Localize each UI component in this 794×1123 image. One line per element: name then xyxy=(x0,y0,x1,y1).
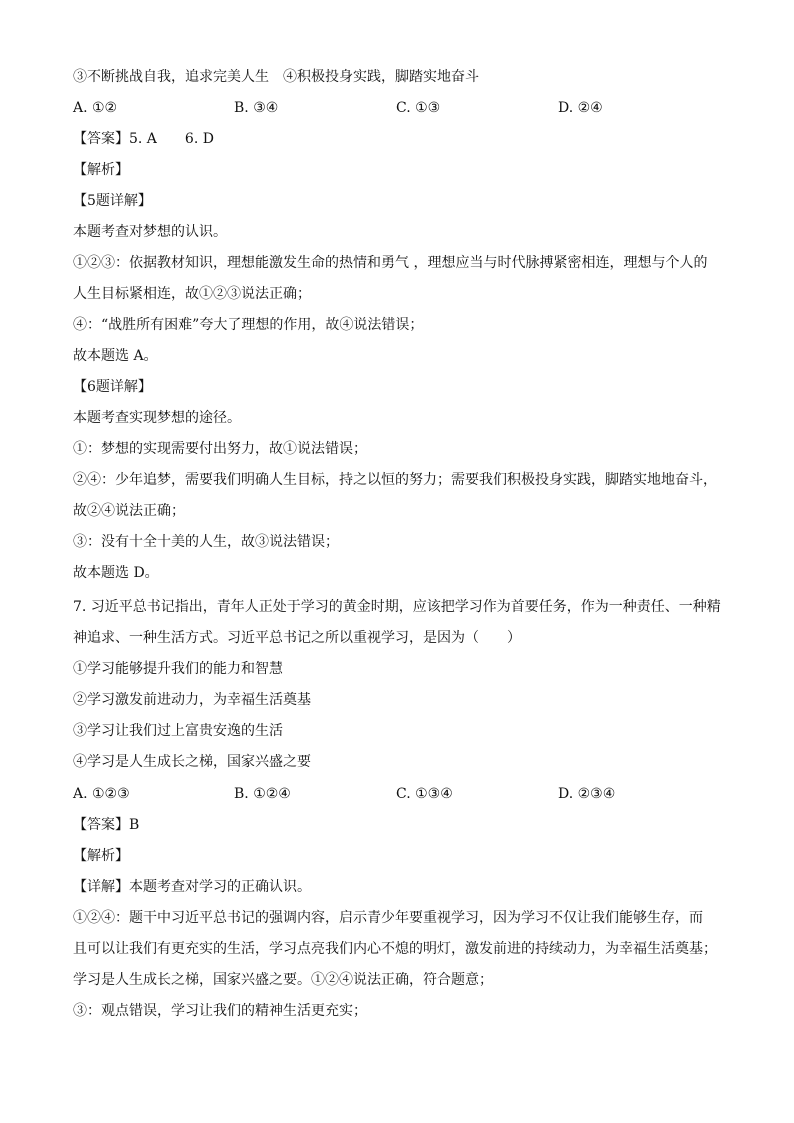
q7-option-a: A. ①②③ xyxy=(73,786,130,802)
q7-explain-1: ①②④：题干中习近平总书记的强调内容，启示青少年要重视学习，因为学习不仅让我们能够生存，而 xyxy=(73,910,703,926)
q6-option-d: D. ②④ xyxy=(558,100,603,116)
q6-option-a: A. ①② xyxy=(73,100,118,116)
q7-option-d: D. ②③④ xyxy=(558,786,616,802)
q6-explain-4: ③：没有十全十美的人生，故③说法错误； xyxy=(73,534,339,550)
q7-statement-4: ④学习是人生成长之梯，国家兴盛之要 xyxy=(73,754,311,770)
q6-detail-heading: 【6题详解】 xyxy=(73,379,152,395)
analysis-heading: 【解析】 xyxy=(73,162,129,178)
q7-analysis-heading: 【解析】 xyxy=(73,848,129,864)
q7-explain-2: 且可以让我们有更充实的生活，学习点亮我们内心不熄的明灯，激发前进的持续动力，为幸福生活奠基； xyxy=(73,941,717,957)
q7-option-b: B. ①②④ xyxy=(234,786,291,802)
q5-topic: 本题考查对梦想的认识。 xyxy=(73,224,227,240)
q7-explain-4: ③：观点错误，学习让我们的精神生活更充实； xyxy=(73,1003,367,1019)
q7-detail-topic: 【详解】本题考查对学习的正确认识。 xyxy=(73,879,311,895)
q7-stem-2: 神追求、一种生活方式。习近平总书记之所以重视学习，是因为（ ） xyxy=(73,630,521,646)
q6-topic: 本题考查实现梦想的途径。 xyxy=(73,410,241,426)
q6-explain-3: 故②④说法正确； xyxy=(73,503,185,519)
q7-statement-1: ①学习能够提升我们的能力和智慧 xyxy=(73,661,283,677)
q7-explain-3: 学习是人生成长之梯，国家兴盛之要。①②④说法正确，符合题意； xyxy=(73,972,493,988)
q6-option-c: C. ①③ xyxy=(396,100,441,116)
q7-statement-2: ②学习激发前进动力，为幸福生活奠基 xyxy=(73,692,311,708)
q7-option-c: C. ①③④ xyxy=(396,786,453,802)
q7-answer: 【答案】B xyxy=(73,817,140,833)
q6-option-b: B. ③④ xyxy=(234,100,279,116)
answer-5-6: 【答案】5. A 6. D xyxy=(73,131,214,147)
q6-choices-line-2: ③不断挑战自我，追求完美人生 ④积极投身实践，脚踏实地奋斗 xyxy=(73,69,479,85)
q6-explain-2: ②④：少年追梦，需要我们明确人生目标，持之以恒的努力；需要我们积极投身实践，脚踏实地地奋斗， xyxy=(73,472,717,488)
q7-statement-3: ③学习让我们过上富贵安逸的生活 xyxy=(73,723,283,739)
q6-conclusion: 故本题选 D。 xyxy=(73,565,159,581)
q5-explain-3: ④：“战胜所有困难”夸大了理想的作用，故④说法错误； xyxy=(73,317,424,333)
q5-explain-1: ①②③：依据教材知识，理想能激发生命的热情和勇气 ，理想应当与时代脉搏紧密相连，理想与个人的 xyxy=(73,255,708,271)
q5-conclusion: 故本题选 A。 xyxy=(73,348,158,364)
q5-detail-heading: 【5题详解】 xyxy=(73,193,152,209)
q6-explain-1: ①：梦想的实现需要付出努力，故①说法错误； xyxy=(73,441,367,457)
q7-stem-1: 7. 习近平总书记指出，青年人正处于学习的黄金时期，应该把学习作为首要任务，作为一种责任、一种精 xyxy=(73,599,721,615)
q5-explain-2: 人生目标紧相连，故①②③说法正确； xyxy=(73,286,311,302)
